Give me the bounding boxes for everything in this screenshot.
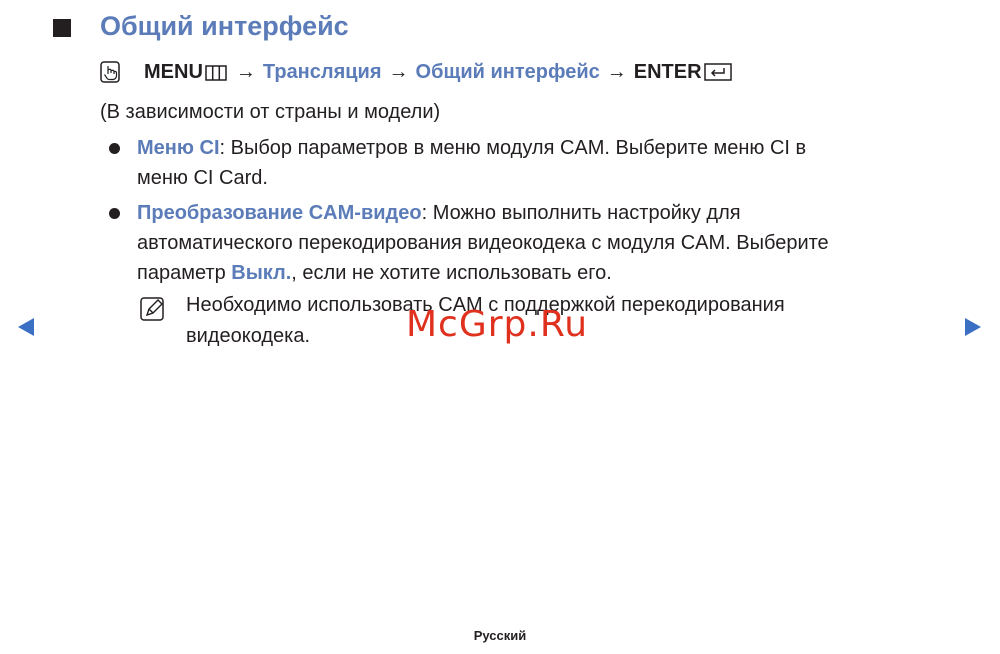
list-item-ci-menu [137,133,937,193]
prev-page-button[interactable] [16,316,36,338]
path-arrow: → [606,60,627,83]
path-step-common-interface: Общий интерфейс [415,60,600,83]
remote-hand-icon [100,61,120,83]
list-item-cam-video [137,198,937,288]
enter-icon [704,62,732,82]
menu-grid-icon [205,64,229,80]
item-text: : Можно выполнить настройку для [421,202,741,224]
item-text: меню CI Card. [137,167,268,189]
next-page-button[interactable] [963,316,983,338]
triangle-left-icon [16,316,36,338]
item-term: Меню CI [137,137,220,159]
path-arrow: → [235,60,256,83]
triangle-right-icon [963,316,983,338]
item-option: Выкл. [231,262,292,284]
item-term: Преобразование CAM-видео [137,202,422,224]
section-bullet-square [53,19,71,37]
item-text: автоматического перекодирования видеокодека с модуля CAM. Выберите [137,232,829,254]
path-step-broadcast: Трансляция [262,60,382,83]
item-text: : Выбор параметров в меню модуля CAM. Выберите меню CI в [219,137,807,159]
watermark-text: McGrp.Ru [406,304,589,345]
menu-label: MENU [144,60,203,83]
note-pencil-icon [139,296,167,322]
list-bullet [109,208,120,219]
footer-language: Русский [473,628,527,643]
item-text: параметр [137,262,232,284]
note-line: видеокодека. [186,325,311,347]
menu-path [100,58,732,86]
enter-label: ENTER [633,60,702,83]
availability-note: (В зависимости от страны и модели) [100,101,441,123]
path-arrow: → [388,60,409,83]
note-line: Необходимо использовать CAM с поддержкой перекодирования [186,294,785,316]
item-text: , если не хотите использовать его. [291,262,612,284]
list-bullet [109,143,120,154]
section-title: Общий интерфейс [100,11,349,41]
